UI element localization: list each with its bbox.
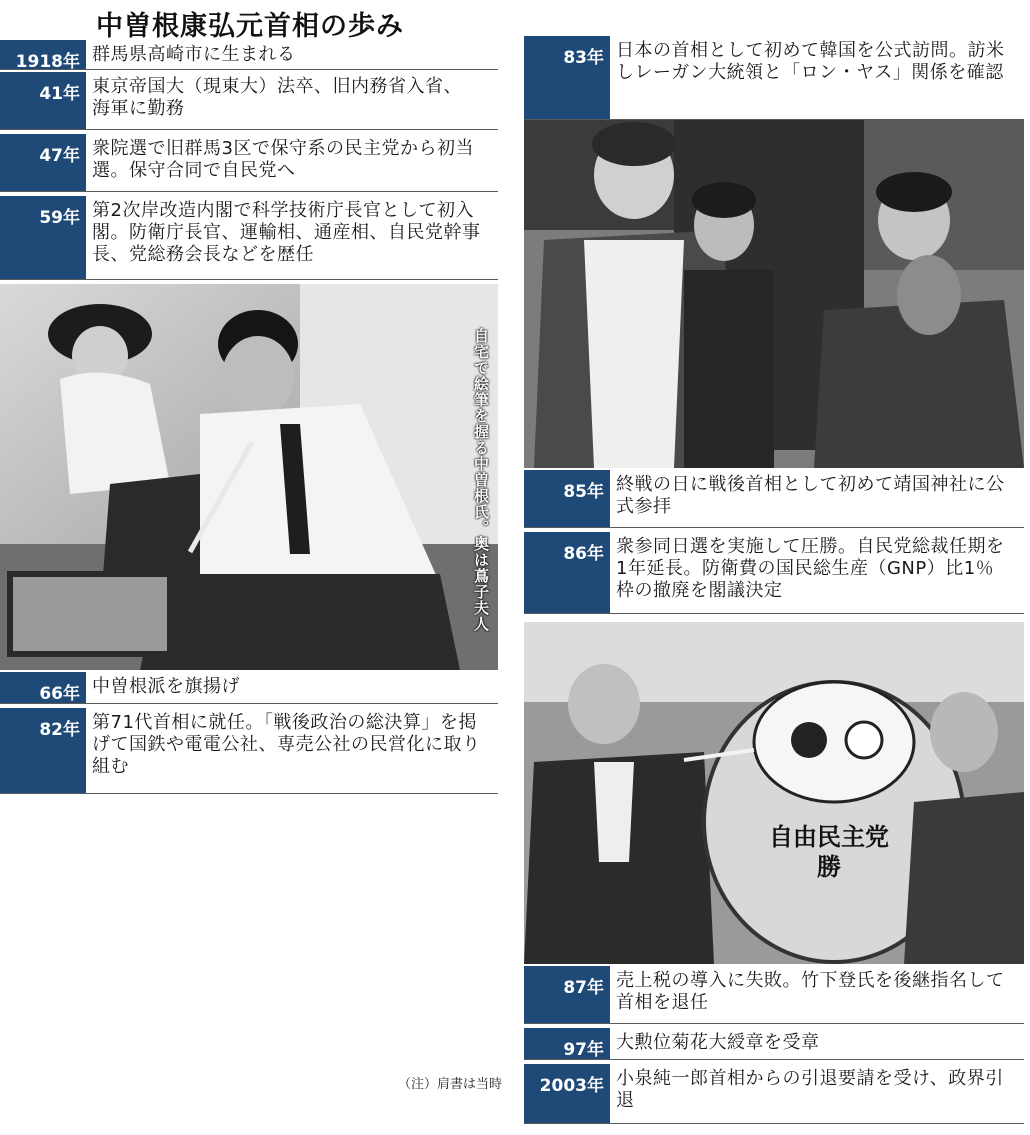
year-label: 86年 bbox=[524, 532, 610, 613]
year-label: 82年 bbox=[0, 708, 86, 793]
event-text: 群馬県高崎市に生まれる bbox=[92, 44, 296, 65]
event-text: 売上税の導入に失敗。竹下登氏を後継指名して首相を退任 bbox=[616, 970, 1005, 1013]
timeline-row-2003 bbox=[524, 1064, 1024, 1124]
year-label: 66年 bbox=[0, 672, 86, 703]
year-label: 1918年 bbox=[0, 40, 86, 69]
photo-reagan-visit bbox=[524, 120, 1024, 468]
event-text: 終戦の日に戦後首相として初めて靖国神社に公式参拝 bbox=[616, 474, 1005, 517]
year-label: 85年 bbox=[524, 470, 610, 527]
year-label: 83年 bbox=[524, 36, 610, 119]
timeline-row-59 bbox=[0, 196, 498, 280]
footnote: （注）肩書は当時 bbox=[398, 1077, 503, 1092]
photo-painting-at-home bbox=[0, 284, 498, 670]
year-label: 47年 bbox=[0, 134, 86, 191]
timeline-row-82 bbox=[0, 708, 498, 794]
daruma-label: 自由民主党 勝 bbox=[769, 822, 889, 881]
timeline-row-41 bbox=[0, 72, 498, 130]
timeline-row-47 bbox=[0, 134, 498, 192]
timeline-row-66 bbox=[0, 672, 498, 704]
timeline-row-85 bbox=[524, 470, 1024, 528]
timeline-row-87 bbox=[524, 966, 1024, 1024]
event-text: 第71代首相に就任。「戦後政治の総決算」を掲げて国鉄や電電公社、専売公社の民営化に取り組む bbox=[92, 712, 481, 777]
event-text: 小泉純一郎首相からの引退要請を受け、政界引退 bbox=[616, 1068, 1004, 1111]
timeline-row-97 bbox=[524, 1028, 1024, 1060]
timeline-row-1918 bbox=[0, 40, 498, 70]
photo-daruma-victory bbox=[524, 622, 1024, 964]
year-label: 97年 bbox=[524, 1028, 610, 1059]
event-text: 第2次岸改造内閣で科学技術庁長官として初入閣。防衛庁長官、運輸相、通産相、自民党幹事長、党総務会長などを歴任 bbox=[92, 200, 481, 265]
event-text: 衆参同日選を実施して圧勝。自民党総裁任期を1年延長。防衛費の国民総生産（GNP）比1％枠の撤廃を閣議決定 bbox=[616, 536, 1005, 601]
year-label: 2003年 bbox=[524, 1064, 610, 1123]
photo-caption: 自宅で絵筆を握る中曽根氏。奥は蔦子夫人 bbox=[472, 328, 490, 632]
event-text: 日本の首相として初めて韓国を公式訪問。訪米しレーガン大統領と「ロン・ヤス」関係を確認 bbox=[616, 40, 1005, 83]
event-text: 衆院選で旧群馬3区で保守系の民主党から初当選。保守合同で自民党へ bbox=[92, 138, 474, 181]
timeline-row-83 bbox=[524, 36, 1024, 120]
event-text: 東京帝国大（現東大）法卒、旧内務省入省、海軍に勤務 bbox=[92, 76, 462, 119]
year-label: 87年 bbox=[524, 966, 610, 1023]
timeline-row-86 bbox=[524, 532, 1024, 614]
year-label: 41年 bbox=[0, 72, 86, 129]
page-title: 中曽根康弘元首相の歩み bbox=[96, 11, 404, 42]
event-text: 大勲位菊花大綬章を受章 bbox=[616, 1032, 820, 1053]
year-label: 59年 bbox=[0, 196, 86, 279]
event-text: 中曽根派を旗揚げ bbox=[92, 676, 240, 697]
